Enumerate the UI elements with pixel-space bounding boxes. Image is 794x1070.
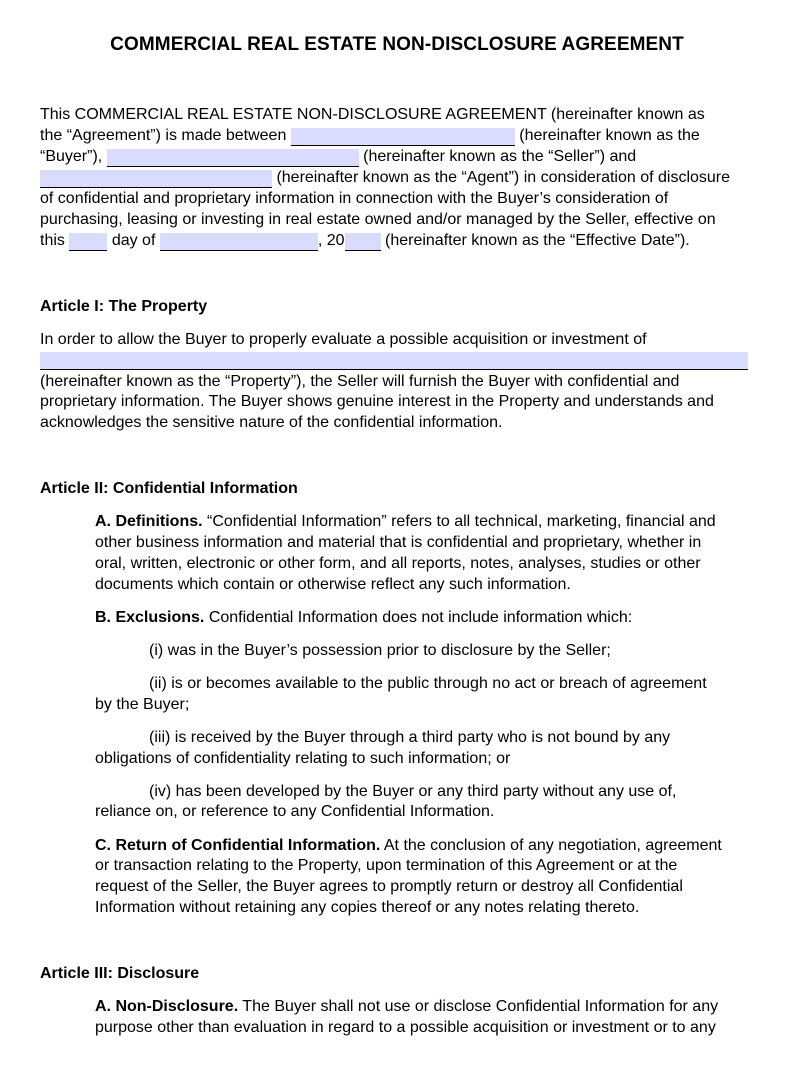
intro-line-7 (40, 231, 690, 251)
article-2-c-line-3: request of the Seller, the Buyer agrees to promptly return or destroy all Confidential (95, 878, 683, 895)
intro-text: (hereinafter known as the “Agent”) in consideration of disclosure (276, 169, 731, 186)
exclusion-ii-line-1: (ii) is or becomes available to the public through no act or breach of agreement (149, 675, 707, 692)
non-disclosure-label: A. Non-Disclosure. (95, 998, 239, 1015)
intro-line-5: of confidential and proprietary information in connection with the Buyer’s consideration of (40, 190, 669, 207)
intro-text: “Buyer”), (40, 148, 103, 165)
non-disclosure-text: The Buyer shall not use or disclose Confidential Information for any (238, 998, 719, 1015)
exclusion-iv-line-2: reliance on, or reference to any Confidential Information. (95, 803, 495, 820)
article-1-line-1: In order to allow the Buyer to properly evaluate a possible acquisition or investment of (40, 331, 647, 348)
article-2-a-line-2: other business information and material that is confidential and proprietary, whether in (95, 534, 702, 551)
definitions-label: A. Definitions. (95, 513, 203, 530)
effective-year-field[interactable] (345, 233, 381, 251)
intro-line-1: This COMMERCIAL REAL ESTATE NON-DISCLOSURE AGREEMENT (hereinafter known as (40, 106, 705, 123)
exclusion-ii-line-2: by the Buyer; (95, 696, 190, 713)
exclusion-i: (i) was in the Buyer’s possession prior to disclosure by the Seller; (149, 642, 611, 659)
article-2-a-line-3: oral, written, electronic or other form, and all reports, notes, analyses, studies or other (95, 555, 701, 572)
exclusions-label: B. Exclusions. (95, 609, 205, 626)
article-1-line-4: proprietary information. The Buyer shows genuine interest in the Property and understands and (40, 393, 714, 410)
intro-text: (hereinafter known as the “Seller”) and (363, 148, 637, 165)
intro-text: this (40, 232, 65, 249)
buyer-name-field[interactable] (291, 128, 515, 146)
exclusion-iii-line-2: obligations of confidentiality relating to such information; or (95, 750, 511, 767)
article-1-line-5: acknowledges the sensitive nature of the confidential information. (40, 414, 503, 431)
article-2-heading: Article II: Confidential Information (40, 480, 298, 497)
property-description-field[interactable] (40, 352, 748, 370)
article-2-a-line-1 (95, 512, 716, 532)
seller-name-field[interactable] (107, 149, 359, 167)
exclusion-iv-line-1: (iv) has been developed by the Buyer or any third party without any use of, (149, 783, 677, 800)
exclusions-text: Confidential Information does not include information which: (204, 609, 633, 626)
intro-text: day of (111, 232, 156, 249)
article-1-line-3: (hereinafter known as the “Property”), the Seller will furnish the Buyer with confidential and (40, 373, 680, 390)
article-1-line-2 (40, 350, 748, 370)
article-2-b-line-1 (95, 608, 632, 628)
intro-text: , 20 (317, 232, 345, 249)
definitions-text: “Confidential Information” refers to all technical, marketing, financial and (202, 513, 716, 530)
intro-line-2 (40, 126, 700, 146)
article-3-a-line-1 (95, 997, 718, 1017)
agent-name-field[interactable] (40, 170, 272, 188)
intro-text: the “Agreement”) is made between (40, 127, 287, 144)
article-1-heading: Article I: The Property (40, 298, 208, 315)
exclusion-iii-line-1: (iii) is received by the Buyer through a third party who is not bound by any (149, 729, 671, 746)
article-2-c-line-2: or transaction relating to the Property, upon termination of this Agreement or at the (95, 857, 678, 874)
effective-month-field[interactable] (160, 233, 318, 251)
article-3-heading: Article III: Disclosure (40, 965, 200, 982)
intro-text: (hereinafter known as the “Effective Date”). (385, 232, 690, 249)
intro-line-4 (40, 168, 730, 188)
article-2-c-line-4: Information without retaining any copies thereof or any notes relating thereto. (95, 899, 640, 916)
intro-line-6: purchasing, leasing or investing in real estate owned and/or managed by the Seller, effective on (40, 211, 716, 228)
intro-line-3 (40, 147, 636, 167)
effective-day-field[interactable] (69, 233, 107, 251)
document-title: COMMERCIAL REAL ESTATE NON-DISCLOSURE AGREEMENT (110, 34, 684, 55)
article-3-a-line-2: purpose other than evaluation in regard to a possible acquisition or investment or to any (95, 1019, 716, 1036)
return-text: At the conclusion of any negotiation, agreement (380, 837, 722, 854)
article-2-c-line-1 (95, 836, 722, 856)
article-2-a-line-4: documents which contain or otherwise reflect any such information. (95, 576, 571, 593)
intro-text: (hereinafter known as the (519, 127, 700, 144)
return-label: C. Return of Confidential Information. (95, 837, 381, 854)
